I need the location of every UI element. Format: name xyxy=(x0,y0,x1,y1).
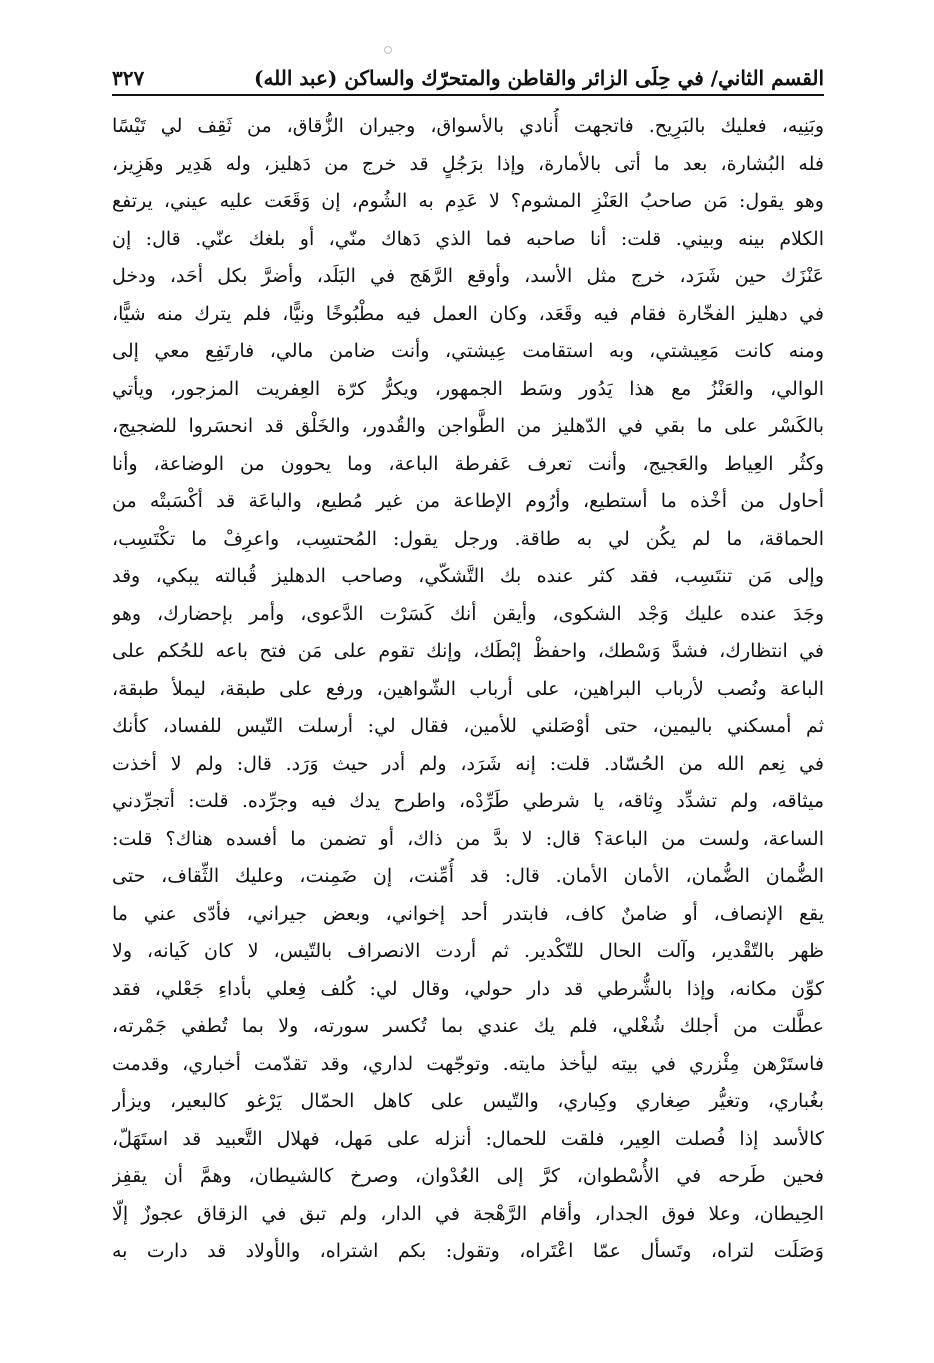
scan-dot-mark xyxy=(384,46,392,54)
text-line: بالكَسْر على ما بقي في الدّهليز من الطَّواجن والقُدور، والخَلْق قد انحسَروا للضجيج، xyxy=(112,415,824,437)
text-line: يقع الإنصاف، أو ضامنٌ كاف، فابتدر أحد إخواني، وبعض جيراني، فأدّى عني ما xyxy=(112,902,824,925)
text-line: كالأسد إذا فُصلت العِير، فلقت للحمال: أنزله على مَهل، فهلال التَّعبيد قد استَهَلّ، xyxy=(112,1127,824,1150)
text-line: الضُّمان الضُّمان، الأمان الأمان. قال: قد أُمِّنت، إن ضَمِنت، وعليك الثِّقاف، حتى xyxy=(112,865,824,887)
text-line: الكلام بينه وبيني. قلت: أنا صاحبه فما الذي دَهاك منّي، أو بلغك عنّي. قال: إن xyxy=(112,227,824,250)
page-number: ٣٢٧ xyxy=(112,66,145,90)
text-line: وَصَلَت لتراه، وتَسأل عمّا اعْتَراه، وتقول: بكم اشتراه، والأولاد قد دارت به xyxy=(112,1240,824,1262)
text-line: في انتظارك، فشدَّ وَسْطك، واحفظْ إبْطَك، وإنك تقوم على مَن فتح باعه للحُكم على xyxy=(112,640,824,662)
text-line: الوالي، والعَنْزُ مع هذا يَدُور وسَط الجمهور، ويكرُّ كرّة العِفريت المزجور، ويأتي xyxy=(112,377,824,400)
text-line: الحِيطان، وعلا فوق الجدار، وأقام الرَّهْجة في الدار، ولم تبق في الزقاق عجوزٌ إلّا xyxy=(112,1202,824,1225)
text-line: ظهر بالتّقْدير، وآلت الحال للتّكْدير. ثم أردت الانصراف بالتّيس، لا كان كَيانه، ولا xyxy=(112,940,824,962)
text-line: فاستَرْهن مِئْزري في بيته ليأخذ مايته. وتوجّهت لداري، وقد تقدّمت أخباري، وقدمت xyxy=(112,1052,824,1075)
text-line: ومنه كانت مَعِيشتي، وبه استقامت عِيشتي، وأنت ضامن مالي، فارتَفِع معي إلى xyxy=(112,340,824,362)
text-line: كوِّن مكانه، وإذا بالشُّرطي قد دار حولي، وقال لي: كُلف فِعلي بأداءِ جَعْلي، فقد xyxy=(112,977,824,1000)
text-line: الباعة ونُصب لأرباب البراهين، على أرباب الشّواهين، ورفع على طبقة، ليملأ طبقة، xyxy=(112,677,824,700)
text-line: الحماقة، ما لم يكُن لي به طاقة. ورجل يقول: المُحتسِب، واعرِفْ ما تكْتَسِب، xyxy=(112,527,824,550)
text-line: في دهليز الفخّارة فقام فيه وقَعَد، وكان العمل فيه مطْبُوخًا ونيًّا، فلم يترك منه شيًّا، xyxy=(112,302,824,325)
text-line: فله البُشارة، بعد ما أتى بالأمارة، وإذا برَجُلٍ قد خرج من دَهليز، وله هَدِير وهَزِيز، xyxy=(112,152,824,175)
body-text xyxy=(112,108,824,1271)
text-line: فحين طَرحه في الأُسْطوان، كرَّ إلى العُدْوان، وصرخ كالشيطان، وهمَّ أن يقفِز xyxy=(112,1165,824,1187)
text-line: وبَنِيه، فعليك بالبَرِيح. فاتجهت أُنادي بالأسواق، وجيران الزُّقاق، من ثَقِف لي تَيْسًا xyxy=(112,115,824,137)
text-line: أحاول من أخْذه ما أستطيع، وأرُوم الإطاعة من غير مُطيع، والباعَة قد أكْسَبتْه من xyxy=(112,490,824,512)
header-title: القسم الثاني/ في حِلَى الزائر والقاطن والمتحرّك والساكن (عبد الله) xyxy=(253,66,824,90)
text-line: ميثاقه، ولم تشدِّد وِثاقه، يا شرطي طَرِّدْه، واطرح يدك فيه وجرِّده. قلت: أتجرِّدني xyxy=(112,790,824,812)
text-line: وإلى مَن تنتَسِب، فقد كثر عنده بك التَّشكّي، وصاحب الدهليز قُبالته يبكي، وقد xyxy=(112,565,824,587)
header-rule xyxy=(112,94,824,96)
running-header xyxy=(112,58,824,92)
text-line: وهو يقول: مَن صاحبُ العَنْزِ المشوم؟ لا عَدِم به الشُوم، إن وَقَعَت عليه عيني، يرتفع xyxy=(112,190,824,212)
text-line: عطَّلت من أجلك شُغْلي، فلم يك عندي بما تُكسر سورته، ولا بما تُطفي جَمْرته، xyxy=(112,1015,824,1037)
text-line: في نِعم الله من الحُسّاد. قلت: إنه شَرَد، ولم أدر حيث وَرَد. قال: ولم لا أخذت xyxy=(112,752,824,775)
text-line: وجَدَ عنده عليك وَجْد الشكوى، وأيقن أنك كَسَرْت الدَّعوى، وأمر بإحضارك، وهو xyxy=(112,602,824,625)
text-line: الساعة، ولست من الباعة؟ قال: لا بدَّ من ذاك، أو تضمن ما أفسده هناك؟ قلت: xyxy=(112,827,824,850)
text-line: وكثُر العِياط والعَجيج، وأنت تعرف عَفرطة الباعة، وما يحوون من الوضاعة، وأنا xyxy=(112,452,824,475)
text-line: بغُباري، وتغيُّر صِغاري وكِباري، والتّيس على كاهل الحمّال يَرْغو كالبعير، ويزأر xyxy=(112,1090,824,1112)
text-line: عَنْزَك حين شَرَد، خرج مثل الأسد، وأوقع الرَّهَج في البَلَد، وأضرَّ بكل أحَد، ودخل xyxy=(112,265,824,287)
text-line: ثم أمسكني باليمين، حتى أوْصَلني للأمين، فقال لي: أرسلت التّيس للفساد، كأنك xyxy=(112,715,824,737)
